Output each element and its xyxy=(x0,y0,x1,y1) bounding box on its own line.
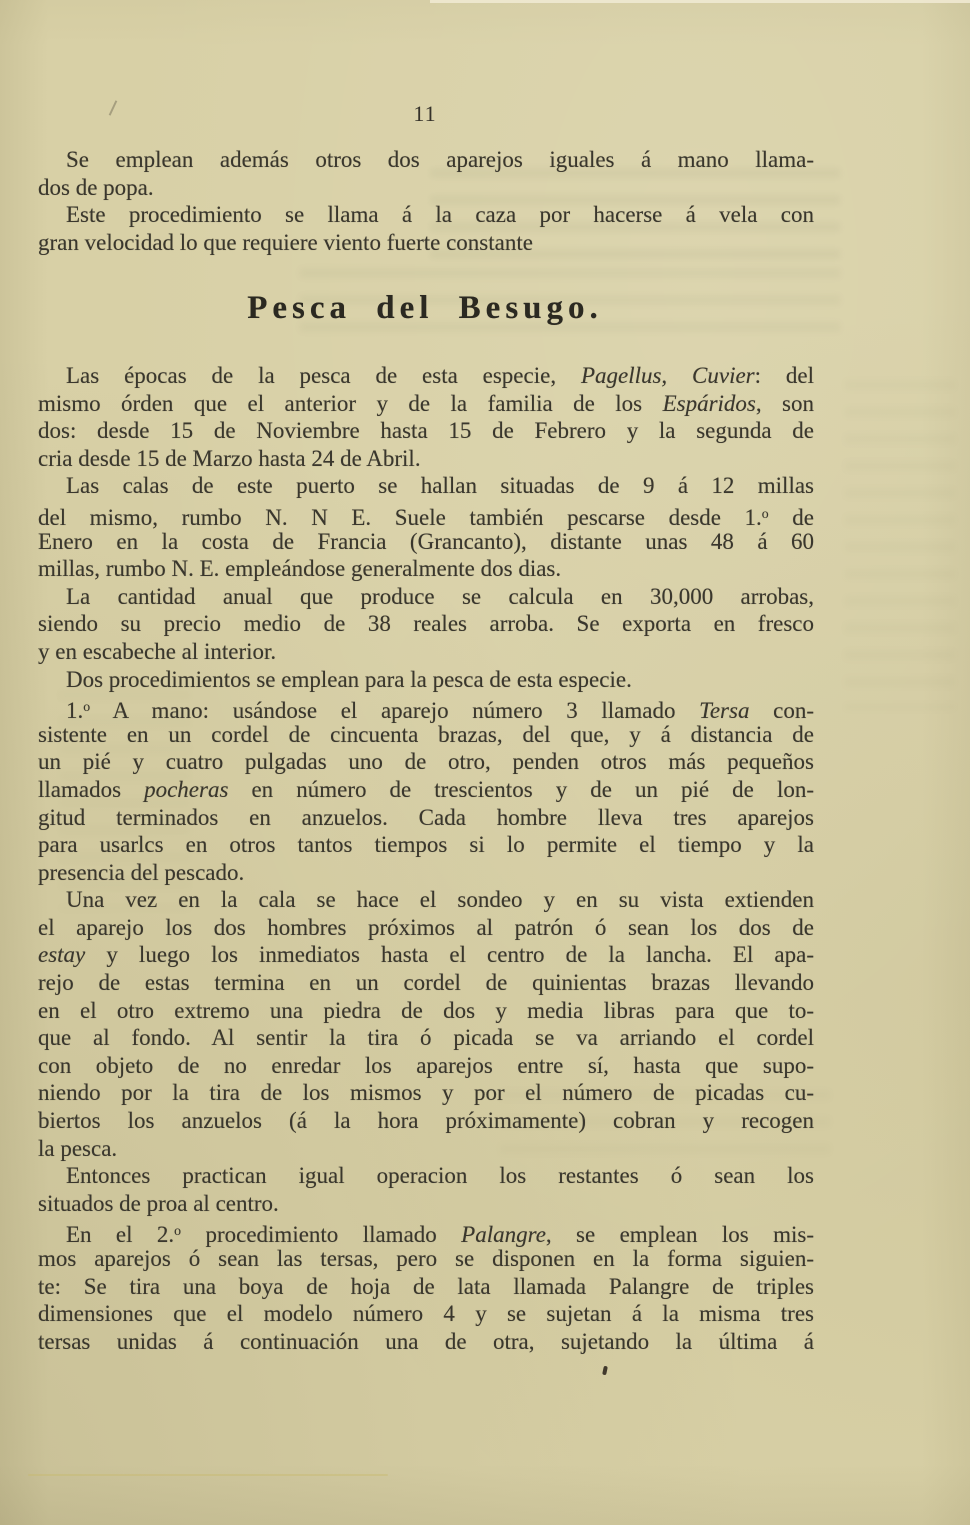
text-line xyxy=(38,390,814,418)
text-segment: niendo por la tira de los mismos y por el número de picadas cu- xyxy=(38,1080,814,1106)
text-line xyxy=(38,831,814,859)
italic-text: Tersa xyxy=(699,698,750,724)
text-segment: en el otro extremo una piedra de dos y media libras para que to- xyxy=(38,997,814,1023)
text-line xyxy=(38,748,814,776)
text-line xyxy=(38,886,814,914)
body-paragraphs xyxy=(38,362,814,1355)
text-line xyxy=(38,969,814,997)
text-segment: Una vez en la cala se hace el sondeo y en su vista extienden xyxy=(66,887,814,913)
text-segment: Entonces practican igual operacion los restantes ó sean los xyxy=(66,1163,814,1189)
text-line xyxy=(38,1273,814,1301)
text-segment: cria desde 15 de Marzo hasta 24 de Abril. xyxy=(38,445,421,471)
text-line xyxy=(38,362,814,390)
ordinal-superscript: o xyxy=(761,505,769,521)
text-segment: siendo su precio medio de 38 reales arroba. Se exporta en fresco xyxy=(38,611,814,637)
text-line xyxy=(38,1328,814,1356)
text-segment: y en escabeche al interior. xyxy=(38,638,277,664)
text-line xyxy=(38,417,814,445)
text-segment: del mismo, rumbo N. N E. Suele también pescarse desde 1. xyxy=(38,504,762,530)
text-segment: En el 2. xyxy=(66,1222,175,1248)
text-segment: y luego los inmediatos hasta el centro de la lancha. El apa- xyxy=(85,942,814,968)
text-line xyxy=(38,1245,814,1273)
ordinal-superscript: o xyxy=(174,1223,182,1239)
text-line xyxy=(38,914,814,942)
text-segment: procedimiento llamado xyxy=(181,1222,462,1248)
text-line xyxy=(38,1217,815,1248)
text-segment: de xyxy=(768,504,814,530)
text-segment: Se emplean además otros dos aparejos iguales á mano llama- xyxy=(66,147,814,172)
text-segment: gran velocidad lo que requiere viento fuerte constante xyxy=(38,229,533,255)
text-line xyxy=(38,997,814,1025)
text-segment: te: Se tira una boya de hoja de lata llamada Palangre de triples xyxy=(38,1273,814,1299)
text-line xyxy=(38,776,814,804)
text-segment: 1. xyxy=(66,698,84,724)
section-heading: Pesca del Besugo. xyxy=(247,290,603,326)
text-segment: rejo de estas termina en un cordel de quinientas brazas llevando xyxy=(38,970,814,996)
text-segment: , son xyxy=(755,390,814,416)
text-segment: llamados xyxy=(38,776,145,802)
text-segment: tersas unidas á continuación una de otra, sujetando la última á xyxy=(38,1328,814,1354)
text-line xyxy=(38,146,814,174)
text-segment: Enero en la costa de Francia (Grancanto), distante unas 48 á 60 xyxy=(38,528,814,554)
paper-mark xyxy=(28,1474,388,1476)
ink-speck xyxy=(602,1366,608,1376)
text-segment: presencia del pescado. xyxy=(38,859,245,885)
text-line xyxy=(38,174,814,202)
text-line xyxy=(38,1024,814,1052)
text-segment: : del xyxy=(754,363,814,388)
text-line xyxy=(38,445,814,473)
italic-text: pocheras xyxy=(144,776,229,802)
text-segment: con- xyxy=(749,698,815,724)
text-segment: un pié y cuatro pulgadas uno de otro, penden otros más pequeños xyxy=(38,749,814,775)
text-segment: la pesca. xyxy=(38,1135,118,1161)
text-line xyxy=(38,229,814,257)
text-line xyxy=(38,1190,814,1218)
text-line xyxy=(38,859,814,887)
italic-text: Espáridos xyxy=(662,390,756,416)
text-line xyxy=(38,638,814,666)
text-segment: situados de proa al centro. xyxy=(38,1190,279,1216)
text-line xyxy=(38,555,814,583)
text-line xyxy=(38,1107,814,1135)
text-line xyxy=(38,1079,814,1107)
text-segment: La cantidad anual que produce se calcula en 30,000 arrobas, xyxy=(66,583,814,609)
italic-text: estay xyxy=(38,942,86,968)
text-line xyxy=(38,1300,814,1328)
text-line xyxy=(38,610,814,638)
text-line xyxy=(38,1052,814,1080)
page-number: 11 xyxy=(413,101,437,126)
text-segment: para usarlcs en otros tantos tiempos si lo permite el tiempo y la xyxy=(38,832,814,858)
text-segment: con objeto de no enredar los aparejos entre sí, hasta que supo- xyxy=(38,1052,814,1078)
text-segment: mos aparejos ó sean las tersas, pero se disponen en la forma siguien- xyxy=(38,1246,814,1271)
text-line xyxy=(38,500,814,528)
text-line xyxy=(38,721,814,749)
ink-showthrough xyxy=(845,380,955,710)
text-line xyxy=(38,1162,814,1190)
scan-edge-artifact xyxy=(430,0,970,3)
text-segment: mismo órden que el anterior y de la familia de los xyxy=(38,390,663,416)
text-line xyxy=(38,941,814,969)
text-segment: que al fondo. Al sentir la tira ó picada se va arriando el cordel xyxy=(38,1025,814,1051)
text-line xyxy=(38,528,814,556)
text-segment: dos de popa. xyxy=(38,174,154,200)
text-line xyxy=(38,583,814,611)
text-segment: sistente en un cordel de cincuenta brazas, del que, y á distancia de xyxy=(38,721,814,747)
text-segment: dos: desde 15 de Noviembre hasta 15 de Febrero y la segunda de xyxy=(38,418,814,444)
italic-text: Palangre xyxy=(461,1222,546,1248)
text-segment: Las épocas de la pesca de esta especie, xyxy=(66,363,581,388)
italic-text: Pagellus, Cuvier xyxy=(580,363,755,388)
text-segment: dimensiones que el modelo número 4 y se sujetan á la misma tres xyxy=(38,1301,814,1327)
text-line xyxy=(38,804,814,832)
text-segment: millas, rumbo N. E. empleándose generalmente dos dias. xyxy=(38,556,562,582)
text-segment: Las calas de este puerto se hallan situadas de 9 á 12 millas xyxy=(66,473,814,499)
text-segment: el aparejo los dos hombres próximos al patrón ó sean los dos de xyxy=(38,914,814,940)
text-segment: A mano: usándose el aparejo número 3 llamado xyxy=(90,698,700,724)
ordinal-superscript: o xyxy=(83,699,91,715)
text-line xyxy=(38,1135,814,1163)
intro-paragraphs xyxy=(38,146,814,256)
text-line xyxy=(38,693,815,724)
text-segment: biertos los anzuelos (á la hora próximamente) cobran y recogen xyxy=(38,1108,814,1134)
text-segment: gitud terminados en anzuelos. Cada hombre lleva tres aparejos xyxy=(38,804,814,830)
text-line xyxy=(38,666,814,694)
text-segment: , se emplean los mis- xyxy=(545,1222,815,1248)
text-segment: Dos procedimientos se emplean para la pesca de esta especie. xyxy=(66,666,632,692)
text-line xyxy=(38,201,814,229)
text-segment: Este procedimiento se llama á la caza por hacerse á vela con xyxy=(66,202,814,228)
text-line xyxy=(38,472,814,500)
text-segment: en número de trescientos y de un pié de lon- xyxy=(228,776,814,802)
